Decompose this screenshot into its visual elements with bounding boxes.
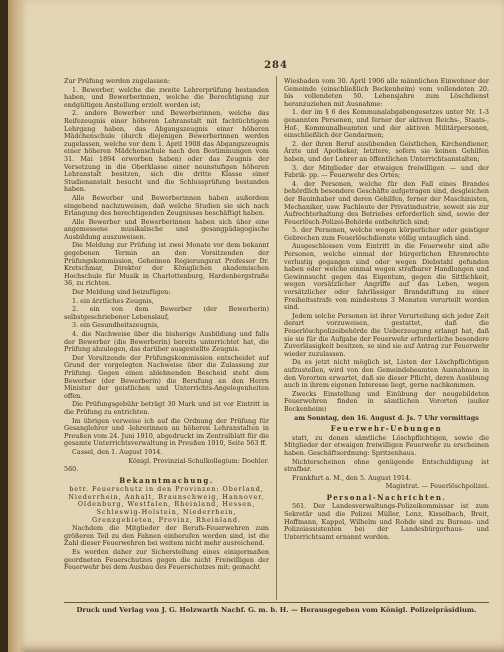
column-divider [276, 76, 277, 600]
notice-intro: betr. Feuerschutz in den Provinzen: Oberland, Niederrhein, Anhalt, Braunschweig, Hannover, Oldenburg, Westfalen, Rheinland, Hessen, Schleswig-Holstein, Niederrhein, Grenzgebieten, Provinz, Rheinland. [68, 485, 265, 524]
notice-heading: Bekanntmachung. [119, 475, 214, 485]
paragraph: statt, zu denen sämtliche Löschpflichtigen, sowie die Mitglieder der etwaigen freiwilligen Feuerwehr zu erscheinen haben. Geschäftsordnung: Spritzenhaus. [284, 433, 489, 457]
section-heading: Personal-Nachrichten. [326, 492, 447, 502]
paragraph: Der Vorsitzende der Prüfungskommission entscheidet auf Grund der vorgelegten Nachweise über die Zulassung zur Prüfung. Gegen einen ablehnenden Bescheid steht dem Bewerber (der Bewerberin) die Berufung an den Herrn Minister der geistlichen und Unterrichts-Angelegenheiten offen. [64, 353, 269, 400]
paragraph: 2. ein von dem Bewerber (der Bewerberin) selbstgeschriebener Lebenslauf, [64, 305, 269, 321]
paragraph: Zwecks Einstellung und Einübung der neugebildeten Feuerwehren finden in sämtlichen Vororten (außer Bockenheim) [284, 389, 489, 413]
paragraph: Magistrat. — Feuerlöschpolizei. [385, 482, 489, 491]
paragraph: Die Meldung zur Prüfung ist zwei Monate vor dem bekannt gegebenen Termin an den Vorsitzenden der Prüfungskommission, Geheimen Regierungsrat Professor Dr. Kretschmar, Direktor der Königlichen akademischen Hochschule für Musik in Charlottenburg, Hardenbergstraße 36, zu richten. [64, 241, 269, 288]
imprint-footer: Druck und Verlag von J. G. Holzwarth Nachf. G. m. b. H. — Herausgegeben vom Königl. Polizeipräsidium. [76, 606, 477, 614]
notice-number: 560. [64, 465, 79, 474]
paragraph: 1. ein ärztliches Zeugnis, [72, 296, 154, 305]
paragraph: Im übrigen verweise ich auf die Ordnung der Prüfung für Gesanglehrer und -lehrerinnen an höheren Lehranstalten in Preußen vom 24. Juni 1910, abgedruckt im Zentralblatt für die gesamte Unterrichtsverwaltung in Preußen 1910, Seite 563 ff. [64, 416, 269, 448]
paragraph: Der Meldung sind beizufügen: [72, 288, 171, 297]
paragraph: 3. der Mitglieder der etwaigen freiwilligen — und der Fabrik- pp. — Feuerwehr des Ortes; [284, 163, 489, 180]
paragraph: Nichterscheinen ohne genügende Entschuldigung ist strafbar. [284, 457, 489, 474]
paragraph: Jedem solche Personen ist ihrer Verurteilung sich jeder Zeit derart vorzuweisen, gestattet, daß die Feuerlöschpolizeibehörde die Ueberzeugung erlangt hat, daß sie sie für die Aufgabe der Feuerwehr erforderliche besondere Zuverlässigkeit besitzen, so sind sie auf Antrag zur Feuerwehr wieder zuzulassen. [284, 311, 489, 358]
left-column [64, 78, 269, 602]
paragraph: Da es jetzt nicht möglich ist, Listen der Löschpflichtigen aufzustellen, wird von den Gemeindebeamten Ausnahmen in den Vororten erwartet, daß sie dieser Pflicht, deren Ausübung auch in ihrem eigenen Interesse liegt, gerne nachkommen. [284, 358, 489, 390]
page-edge-shadow [8, 0, 26, 652]
paragraph: 3. ein Gesundheitszeugnis, [72, 321, 160, 330]
paragraph: Zur Prüfung werden zugelassen: [64, 77, 170, 85]
paragraph: Königl. Provinzial-Schulkollegium: Doehler. [128, 456, 269, 465]
page-number: 284 [264, 60, 288, 71]
footer-rule [64, 602, 489, 603]
paragraph: Alle Bewerber und Bewerberinnen haben außerdem eingehend nachzuweisen, daß welche Studien sie sich nach Erlangung des berechtigenden Zeugnisses beschäftigt haben. [64, 193, 269, 218]
paragraph: 5. der Personen, welche wegen körperlicher oder geistiger Gebrechen zum Feuerlöschdienste völlig untauglich sind. [284, 226, 489, 242]
paragraph: 2. andere Bewerber und Bewerberinnen, welche das Reifezeugnis einer höheren Lehranstalt mit fachtüchtigem Lehrgang haben, das Abgangszeugnis einer höheren Mädchenschule (durch diejenigen Bewerberinnen werden zugelassen, welche vor dem 1. April 1908 das Abgangszeugnis einer höheren Mädchenschule nach den Bestimmungen vom 31. Mai 1894 erworben haben) oder das Zeugnis der Versetzung in die Oberklasse einer neunstufigen höheren Lehranstalt besitzen, sich die dritte Klasse einer Studienanstalt besucht und die Schlussprüfung bestanden haben. [64, 109, 269, 194]
paragraph: Wiesbaden vom 30. April 1906 alle männlichen Einwohner der Gemeinde (einschließlich Beckenheim) vom vollendeten 20. bis vollendeten 50. Lebensjahre zum Löschdienst heranzuziehen mit Ausnahme: [284, 77, 489, 108]
paragraph: Alle Bewerber und Bewerberinnen haben sich über eine angemessene musikalische und gesangpädagogische Ausbildung auszuweisen. [64, 217, 269, 241]
paragraph: Die Prüfungsgebühr beträgt 30 Mark und ist vor Eintritt in die Prüfung zu entrichten. [64, 400, 269, 416]
paragraph: am Sonntag, den 16. August d. Js. 7 Uhr vormittags [294, 413, 479, 422]
section-heading: Feuerwehr-Uebungen [330, 424, 443, 434]
paragraph: 1. Bewerber, welche die zweite Lehrerprüfung bestanden haben, und Bewerberinnen, welche die Berechtigung zur endgültigen Anstellung erzielt werden ist; [64, 85, 269, 109]
paragraph: 4. die Nachweise über die bisherige Ausbildung und falls der Bewerber (die Bewerberin) bereits unterrichtet hat, die Prüfung abzulegen, das darüber ausgestellte Zeugnis. [64, 330, 269, 354]
paragraph: Frankfurt a. M., den 5. August 1914. [292, 473, 412, 482]
right-column [284, 78, 489, 602]
paragraph: Ausgeschlossen vom Eintritt in die Feuerwehr sind alle Personen, welche einmal der bürgerlichen Ehrenrechte verlustig gegangen sind oder wegen Diebstahl gefunden haben oder welche einmal wegen strafbarer Handlungen und Gewinnsucht gegen das Eigentum, gegen die Sittlichkeit, wegen vorsätzlicher Angriffe auf das Leben, wegen vorsätzlicher oder fahrlässiger Brandstiftung zu einer Freiheitsstrafe von mindestens 3 Monaten verurteilt worden sind. [284, 242, 489, 312]
paragraph: Es werden daher zur Sicherstellung eines einigermaßen geordneten Feuerschutzes gegen die nicht Freiwilligen der Feuerwehr bei dem Ausbau des Feuerschutzes mit: gemacht [64, 548, 269, 572]
paragraph: Nachdem die Mitglieder der Berufs-Feuerwehren zum größeren Teil zu den Fahnen einberufen werden sind, ist die Zahl dieser Feuerwehren bei weitem nicht mehr ausreichend. [64, 524, 269, 548]
document-page [8, 0, 504, 652]
paragraph: Cassel, den 1. August 1914. [72, 447, 163, 456]
paragraph: 2. der ihren Beruf ausübenden Geistlichen, Kirchendiener, Ärzte und Apotheker, letztere, sofern sie keinen Gehilfen haben, und der Lehrer an öffentlichen Unterrichtsanstalten; [284, 139, 489, 163]
paragraph: 1. der im § 6 des Kommunalabgabengesetzes unter Nr. 1-3 genannten Personen, und ferner der aktiven Reichs-, Staats-, Hof-, Kommunalbeamten und der aktiven Militärpersonen, einschließlich der Gendarmen; [284, 108, 489, 140]
paragraph: 561. Der Landesverwaltungs-Polizeikommissar ist zum Sekretär und die Polizei Müller, Lenz, Kisselbach, Breit, Hoffmann, Kappel, Wilhelm und Rohde sind zu Bureau- und Polizeiassistenten bei der Landesbürgerhaus- und Unterrichtsamt ernannt worden. [284, 502, 489, 541]
paragraph: 4. der Personen, welche für den Fall eines Brandes behördlich besondere Geschäfte aufgetragen sind, desgleichen der Bauinhaber und deren Gehilfen, ferner der Maschinisten, Mechaniker, usw. Fachleute der Privatindustrie, soweit sie zur Aufrechterhaltung des Betriebes erforderlich sind, sowie der Feuerlösch-Polizei-Behörde entbehrlich sind; [284, 179, 489, 226]
